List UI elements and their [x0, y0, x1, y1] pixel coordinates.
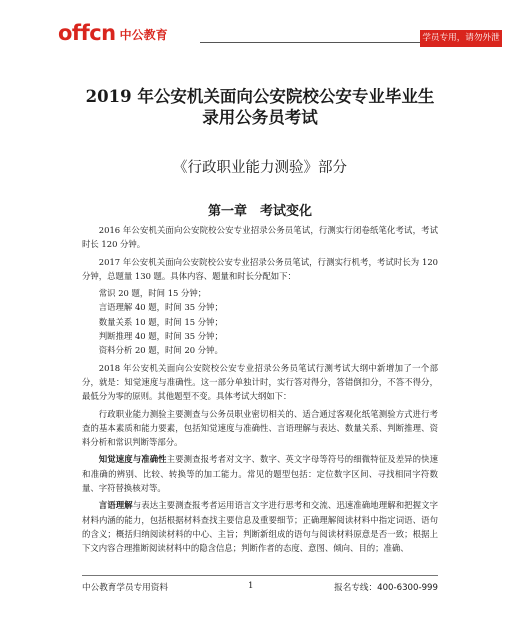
list-item: 判断推理 40 题，时间 35 分钟；: [98, 331, 223, 342]
paragraph-2017: 2017 年公安机关面向公安院校公安专业招录公务员笔试，行测实行机考，考试时长为 120 分钟，总题量 130 题。具体内容、题量和时长分配如下：: [82, 256, 438, 281]
document-title: [40, 86, 480, 128]
paragraph-verbal: [82, 498, 438, 555]
paragraph-2018: 2018 年公安机关面向公安院校公安专业招录公务员笔试行测考试大纲中新增加了一个部分，就是：知觉速度与准确性。这一部分单独计时，实行答对得分，答错倒扣分，不答不得分，最低分为零的原则。其他题型不变。具体考试大纲如下：: [82, 362, 438, 402]
title-line-1: 2019 年公安机关面向公安院校公安专业毕业生: [85, 87, 435, 106]
list-item: 常识 20 题，时间 15 分钟；: [98, 288, 207, 299]
offcn-logo: [58, 23, 168, 43]
verbal-text: 与表达主要测查报考者运用语言文字进行思考和交流、迅速准确地理解和把握文字材料内涵的能力，包括根据材料查找主要信息及重要细节；正确理解阅读材料中指定词语、语句的含义；概括归纳阅读材料的中心、主旨；判断新组成的语句与阅读材料原意是否一致；根据上下文内容合理推断阅读材料中的隐含信息；判断作者的态度、意图、倾向、目的；准确、: [82, 500, 439, 554]
page-number: 1: [248, 581, 254, 591]
title-line-2: 录用公务员考试: [202, 108, 318, 127]
list-item: 数量关系 10 题，时间 15 分钟；: [98, 316, 223, 327]
body-text: [82, 223, 438, 559]
paragraph-perception: [82, 452, 438, 495]
paragraph-overview: 行政职业能力测验主要测查与公务员职业密切相关的、适合通过客观化纸笔测验方式进行考查的基本素质和能力要素，包括知觉速度与准确性、言语理解与表达、数量关系、判断推理、资料分析和常识判断等部分。: [82, 408, 438, 448]
section-subtitle: 《行政职业能力测验》部分: [173, 160, 347, 176]
list-item: 言语理解 40 题，时间 35 分钟；: [98, 302, 223, 313]
term-perception: 知觉速度与准确性: [98, 454, 167, 465]
chapter-heading: 第一章 考试变化: [207, 204, 312, 219]
page-header: [0, 0, 518, 50]
header-divider: [200, 42, 420, 43]
footer-divider: [82, 575, 438, 576]
logo-name: 中公教育: [119, 28, 168, 42]
paragraph-2016: 2016 年公安机关面向公安院校公安专业招录公务员笔试，行测实行闭卷纸笔化考试，考试时长 120 分钟。: [82, 225, 438, 250]
list-item: 资料分析 20 题，时间 20 分钟。: [98, 345, 223, 356]
confidential-badge: 学员专用，请勿外泄: [420, 30, 502, 47]
footer-hotline: 报名专线：400-6300-999: [334, 583, 438, 593]
perception-text: 主要测查报考者对文字、数字、英文字母等符号的细微特征及差异的快速和准确的辨别、比较、转换等的加工能力。常见的题型包括：定位数字区间、寻找相同字符数量、字符替换核对等。: [82, 454, 439, 494]
footer-left-text: 中公教育学员专用资料: [82, 583, 168, 593]
term-verbal: 言语理解: [98, 500, 133, 511]
logo-mark: offcn: [58, 21, 116, 45]
